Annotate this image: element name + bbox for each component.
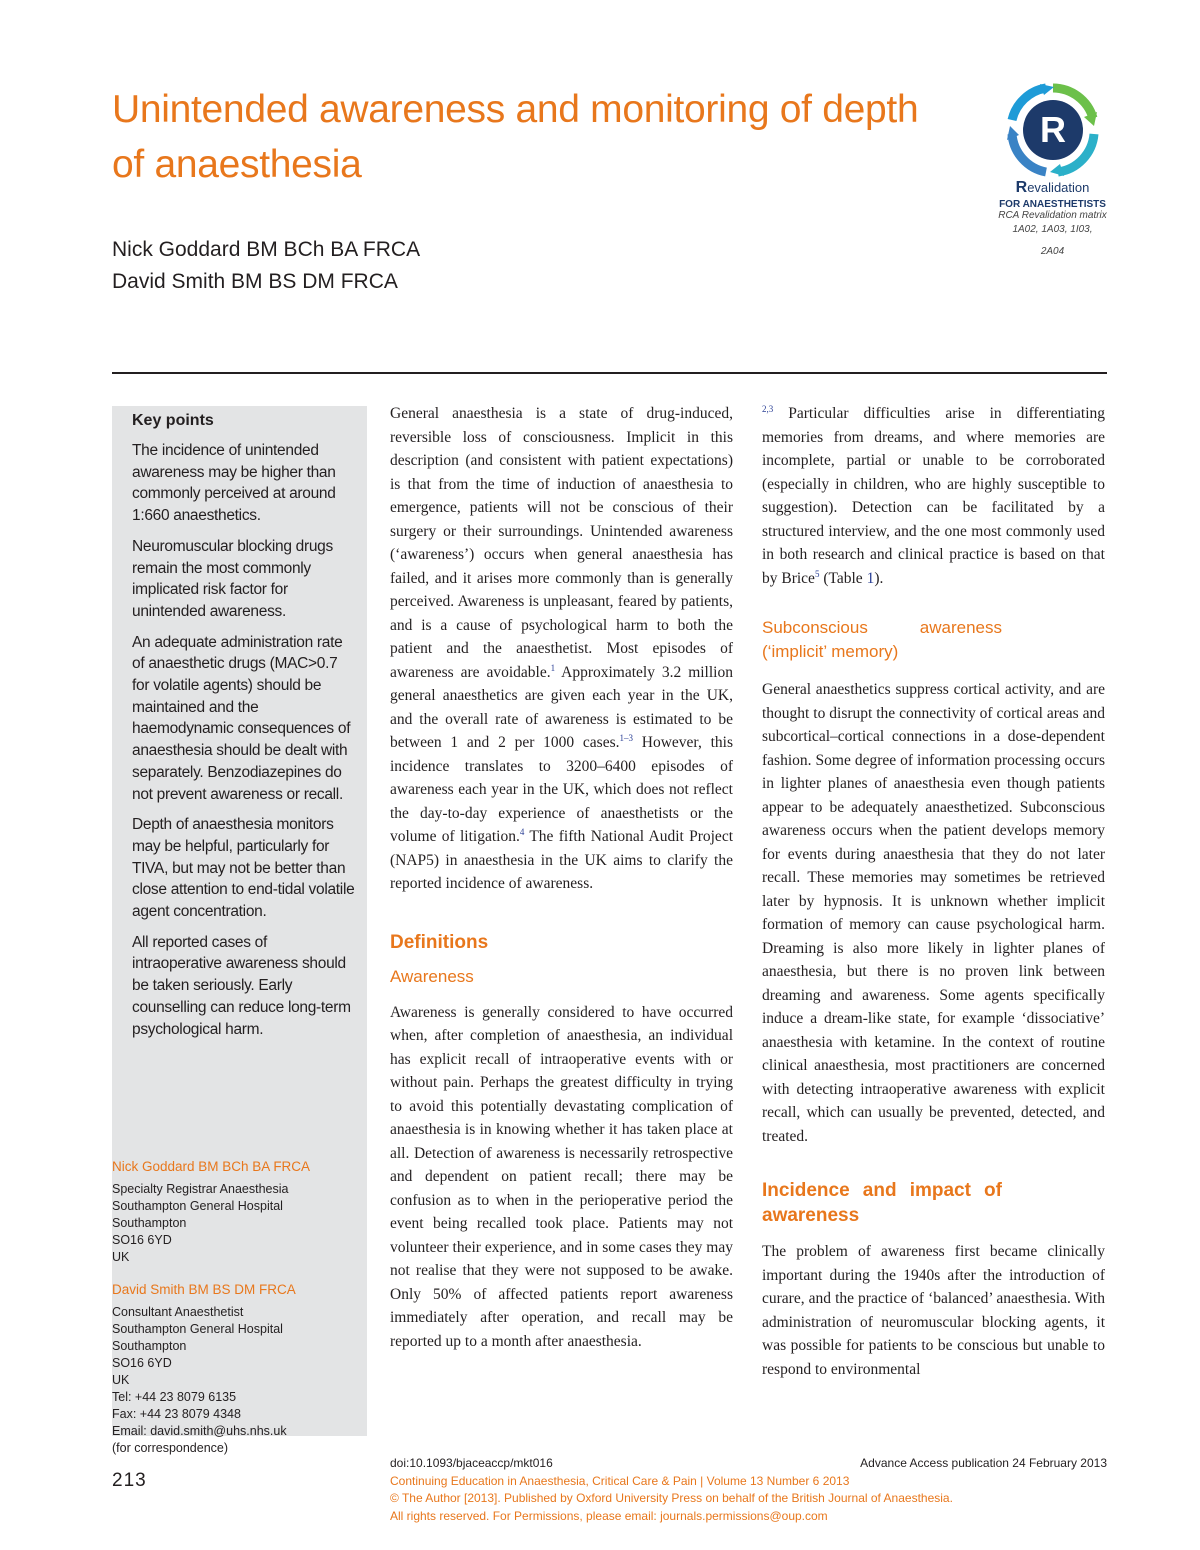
awareness-paragraph-continued: $^{2,3}$ Particular difficulties arise in differentiating memories from dreams, and where memories are incomplete, partial or unable to be corroborated (especially in children, who are highly susceptible to suggestion). Detection can be facilitated by a structured interview, and the one most commonly used in both research and clinical practice is based on that by Brice$^5$ (Table 1). (762, 403, 1105, 587)
affiliation-name: David Smith BM BS DM FRCA (112, 1282, 296, 1297)
revalidation-matrix-label: RCA Revalidation matrix (998, 210, 1107, 221)
citation-link[interactable]: 5 (814, 568, 820, 579)
body-column-2 (762, 402, 1105, 1381)
header-divider (112, 372, 1107, 374)
page-number: 213 (112, 1470, 147, 1491)
section-heading: Incidence and impact of awareness (762, 1180, 1002, 1226)
article-title: Unintended awareness and monitoring of depth of anaesthesia (112, 88, 919, 186)
key-points-list (132, 440, 357, 1049)
affiliation-line: Southampton General Hospital (112, 1322, 283, 1336)
revalidation-subtitle: FOR ANAESTHETISTS (999, 199, 1106, 210)
key-point: Depth of anaesthesia monitors may be helpful, particularly for TIVA, but may not be better than close attention to end-tidal volatile agent concentration. (132, 816, 355, 921)
author-affiliation (112, 1281, 372, 1457)
citation-link[interactable]: 1 (550, 662, 556, 673)
awareness-paragraph: Awareness is generally considered to have occurred when, after completion of anaesthesia, an individual has explicit recall of intraoperative events with or without pain. Perhaps the greatest difficulty in trying to avoid this potentially devastating complication of anaesthesia is in knowing whether it has taken place at all. Detection of awareness is necessarily retrospective and dependent on patient recall; there may be confusion as to when in the perioperative period the event being recalled took place. Patients may not volunteer their experience, and in some cases they may not realise that they were not supposed to be awake. Only 50% of affected patients report awareness immediately after operation, and recall may be reported up to a month after anaesthesia. (390, 1003, 733, 1350)
key-point: An adequate administration rate of anaesthetic drugs (MAC>0.7 for volatile agents) should be maintained and the haemodynamic consequences of anaesthesia should be dealt with separately. Benzodiazepines do not prevent awareness or recall. (132, 633, 351, 803)
journal-citation: Continuing Education in Anaesthesia, Critical Care & Pain | Volume 13 Number 6 2013 (390, 1473, 850, 1488)
body-column-1 (390, 402, 733, 1353)
incidence-paragraph: The problem of awareness first became clinically important during the 1940s after the introduction of curare, and the practice of ‘balanced’ anaesthesia. With administration of neuromuscular blocking agents, it was possible for patients to be conscious but unable to respond to environmental (762, 1243, 1105, 1378)
revalidation-badge (985, 82, 1120, 259)
revalidation-title: Revalidation (1015, 179, 1090, 196)
affiliation-line: Southampton General Hospital (112, 1199, 283, 1213)
key-point: All reported cases of intraoperative awareness should be taken seriously. Early counselling can reduce long-term psychological harm. (132, 933, 351, 1038)
affiliation-line: UK (112, 1250, 130, 1264)
page-footer (390, 1455, 1107, 1525)
author-list (112, 234, 420, 298)
table-link[interactable]: 1 (866, 569, 875, 587)
subconscious-paragraph: General anaesthetics suppress cortical activity, and are thought to disrupt the connectivity of cortical areas and subcortical–cortical connections in a dose-dependent fashion. Some degree of information processing occurs in lighter planes of anaesthesia even though patients appear to be adequately anaesthetized. Subconscious awareness occurs when the patient develops memory for events during anaesthesia that they do not later recall. These memories may sometimes be retrieved later by hypnosis. It is unknown whether implicit formation of memory can cause psychological harm. Dreaming is also more likely in lighter planes of anaesthesia, but there is no proven link between dreaming and awareness. Some agents specifically induce a dream-like state, for example ‘dissociative’ anaesthesia with ketamine. In the context of routine clinical anaesthesia, most practitioners are concerned with detecting intraoperative awareness with explicit recall, which can usually be prevented, detected, and treated. (762, 681, 1105, 1145)
affiliation-line: Tel: +44 23 8079 6135 (112, 1390, 237, 1404)
section-heading: Definitions (390, 931, 489, 953)
author-name: Nick Goddard BM BCh BA FRCA (112, 238, 421, 261)
affiliation-line: SO16 6YD (112, 1233, 172, 1247)
rights-notice: All rights reserved. For Permissions, please email: journals.permissions@oup.com (390, 1508, 828, 1523)
subsection-heading: Awareness (390, 966, 474, 986)
author-name: David Smith BM BS DM FRCA (112, 270, 398, 293)
affiliation-name: Nick Goddard BM BCh BA FRCA (112, 1159, 311, 1174)
key-points-heading: Key points (132, 412, 214, 429)
affiliation-line: Southampton (112, 1339, 187, 1353)
doi[interactable]: doi:10.1093/bjaceaccp/mkt016 (390, 1456, 553, 1470)
affiliation-line: Specialty Registrar Anaesthesia (112, 1182, 289, 1196)
email-link[interactable]: Email: david.smith@uhs.nhs.uk (112, 1424, 287, 1438)
citation-link[interactable]: 1–3 (619, 732, 633, 743)
key-point: The incidence of unintended awareness may be higher than commonly perceived at around 1:660 anaesthetics. (132, 442, 336, 525)
key-point: Neuromuscular blocking drugs remain the most commonly implicated risk factor for unintended awareness. (132, 537, 333, 620)
intro-paragraph: General anaesthesia is a state of drug-induced, reversible loss of consciousness. Implicit in this description (and consistent with patient expectations) is that from the time of induction of anaesthesia to emergence, patients will not be conscious of their surgery or their surroundings. Unintended awareness (‘awareness’) occurs when general anaesthesia has failed, and it arises more commonly than is generally perceived. Awareness is unpleasant, feared by patients, and is a cause of psychological harm to both the patient and the anaesthetist. Most episodes of awareness are avoidable.$^1$ Approximately 3.2 million general anaesthetics are given each year in the UK, and the overall rate of awareness is estimated to be between 1 and 2 per 1000 cases.$^{1-3}$ However, this incidence translates to 3200–6400 episodes of awareness each year in the UK, which does not reflect the day-to-day experience of anaesthetists or the volume of litigation.$^4$ The fifth National Audit Project (NAP5) in anaesthesia in the UK aims to clarify the reported incidence of awareness. (390, 405, 733, 892)
revalidation-logo-icon (998, 82, 1108, 177)
revalidation-logo-letter: R (1039, 109, 1066, 150)
affiliation-line: Southampton (112, 1216, 187, 1230)
affiliation-line: (for correspondence) (112, 1441, 229, 1455)
author-affiliation (112, 1158, 372, 1266)
citation-link[interactable]: 2,3 (762, 403, 774, 414)
copyright-notice: © The Author [2013]. Published by Oxford University Press on behalf of the British Journal of Anaesthesia. (390, 1491, 953, 1505)
subsection-heading: Subconscious awareness (‘implicit’ memory) (762, 618, 1002, 661)
affiliation-line: SO16 6YD (112, 1356, 172, 1370)
affiliation-line: Fax: +44 23 8079 4348 (112, 1407, 241, 1421)
citation-link[interactable]: 4 (519, 826, 525, 837)
advance-access-date: Advance Access publication 24 February 2013 (860, 1456, 1107, 1470)
revalidation-codes: 1A02, 1A03, 1I03, 2A04 (1012, 224, 1093, 257)
affiliation-line: UK (112, 1373, 130, 1387)
affiliation-line: Consultant Anaesthetist (112, 1305, 244, 1319)
